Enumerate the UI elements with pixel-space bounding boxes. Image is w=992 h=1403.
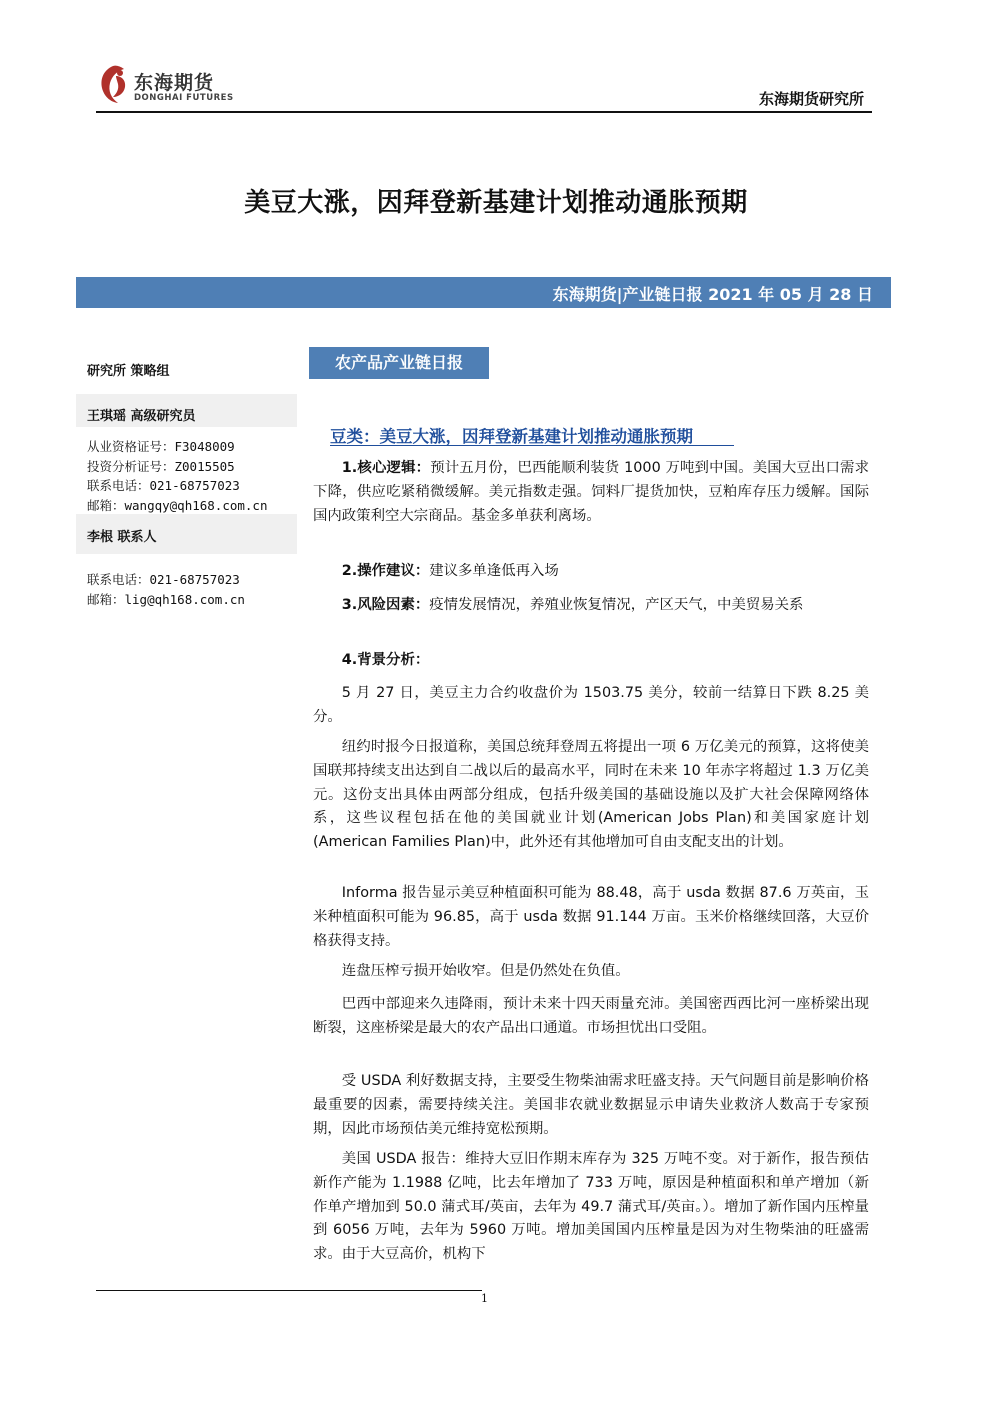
section-subtitle: 豆类：美豆大涨，因拜登新基建计划推动通胀预期 bbox=[330, 427, 693, 446]
point-label: 4.背景分析： bbox=[341, 652, 430, 668]
donghai-logo-icon bbox=[96, 62, 130, 106]
section-tag: 农产品产业链日报 bbox=[309, 347, 489, 379]
point-background bbox=[313, 649, 869, 673]
analyst1-cert: 从业资格证号：F3048009 bbox=[87, 439, 235, 454]
point-label: 1.核心逻辑： bbox=[341, 460, 431, 476]
point-core-logic bbox=[313, 457, 869, 528]
paragraph: 美国 USDA 报告：维持大豆旧作期末库存为 325 万吨不变。对于新作，报告预估新作产能为 1.1988 亿吨，比去年增加了 733 万吨，原因是种植面积和单产增加（新作单产增加到 50.0 蒲式耳/英亩，去年为 49.7 蒲式耳/英亩。）。增加了新作国内压榨量到 6056 万吨，去年为 5960 万吨。增加美国国内压榨量是因为对生物柴油的旺盛需求。由于大豆高价，机构下 bbox=[313, 1151, 869, 1263]
institute-name: 东海期货研究所 bbox=[758, 90, 864, 108]
point-text: 疫情发展情况，养殖业恢复情况，产区天气，中美贸易关系 bbox=[429, 597, 804, 613]
header-divider bbox=[96, 111, 872, 113]
point-operation bbox=[313, 560, 869, 584]
analyst2-email: 邮箱：lig@qh168.com.cn bbox=[87, 592, 245, 607]
analyst1-phone: 联系电话：021-68757023 bbox=[87, 478, 240, 493]
paragraph: 5 月 27 日，美豆主力合约收盘价为 1503.75 美分，较前一结算日下跌 8.25 美分。 bbox=[313, 685, 869, 725]
paragraph: 纽约时报今日报道称，美国总统拜登周五将提出一项 6 万亿美元的预算，这将使美国联邦持续支出达到自二战以后的最高水平，同时在未来 10 年赤字将超过 1.3 万亿美元。这份支出具体由两部分组成，包括升级美国的基础设施以及扩大社会保障网络体系，这些议程包括在他的美国就业计划(American Jobs Plan)和美国家庭计划(American Families Plan)中，此外还有其他增加可自由支配支出的计划。 bbox=[313, 739, 869, 851]
page-number: 1 bbox=[481, 1292, 488, 1305]
paragraph: 连盘压榨亏损开始收窄。但是仍然处在负值。 bbox=[341, 963, 630, 979]
paragraph: 受 USDA 利好数据支持，主要受生物柴油需求旺盛支持。天气问题目前是影响价格最重要的因素，需要持续关注。美国非农就业数据显示申请失业救济人数高于专家预期，因此市场预估美元维持宽松预期。 bbox=[313, 1073, 869, 1137]
sidebar-group: 研究所 策略组 bbox=[87, 364, 170, 379]
point-risk bbox=[313, 594, 869, 618]
paragraph: Informa 报告显示美豆种植面积可能为 88.48，高于 usda 数据 87.6 万英亩，玉米种植面积可能为 96.85，高于 usda 数据 91.144 万亩。玉米价格继续回落，大豆价格获得支持。 bbox=[313, 885, 869, 949]
logo-english-name: DONGHAI FUTURES bbox=[134, 93, 234, 103]
analyst1-heading: 王琪瑶 高级研究员 bbox=[87, 409, 196, 424]
analyst1-heading-block bbox=[76, 394, 297, 427]
report-title: 美豆大涨，因拜登新基建计划推动通胀预期 bbox=[244, 188, 748, 218]
date-banner-text: 东海期货|产业链日报 2021 年 05 月 28 日 bbox=[552, 285, 873, 304]
analyst1-invest-cert: 投资分析证号：Z0015505 bbox=[87, 459, 235, 474]
point-text: 建议多单逢低再入场 bbox=[429, 563, 559, 579]
analyst1-email: 邮箱：wangqy@qh168.com.cn bbox=[87, 498, 268, 513]
logo-chinese-name: 东海期货 bbox=[134, 72, 215, 94]
paragraph: 巴西中部迎来久违降雨，预计未来十四天雨量充沛。美国密西西比河一座桥梁出现断裂，这座桥梁是最大的农产品出口通道。市场担忧出口受阻。 bbox=[313, 996, 869, 1036]
point-label: 2.操作建议： bbox=[341, 563, 430, 579]
analyst2-heading: 李根 联系人 bbox=[87, 530, 157, 545]
point-text: 预计五月份，巴西能顺利装货 1000 万吨到中国。美国大豆出口需求下降，供应吃紧稍微缓解。美元指数走强。饲料厂提货加快，豆粕库存压力缓解。国际国内政策利空大宗商品。基金多单获利离场。 bbox=[313, 460, 870, 524]
analyst2-heading-block bbox=[76, 514, 297, 554]
point-label: 3.风险因素： bbox=[341, 597, 430, 613]
footer-divider bbox=[96, 1290, 482, 1291]
date-banner bbox=[76, 277, 891, 308]
analyst2-phone: 联系电话：021-68757023 bbox=[87, 572, 240, 587]
company-logo bbox=[96, 62, 256, 112]
subtitle-underline bbox=[330, 445, 734, 446]
